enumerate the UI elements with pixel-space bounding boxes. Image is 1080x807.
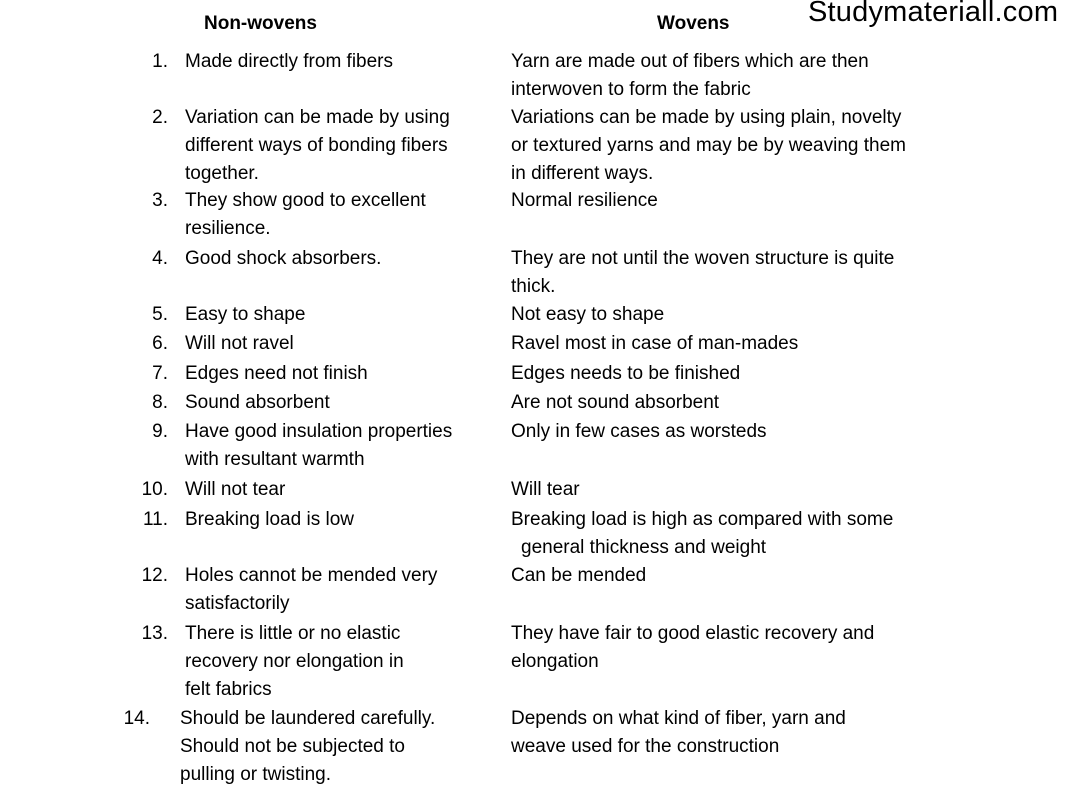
cell-line: Variations can be made by using plain, novelty [511,107,902,128]
row-number: 13. [141,623,168,644]
header-non-wovens: Non-wovens [204,13,317,34]
wovens-cell [511,389,956,417]
cell-line: Only in few cases as worsteds [511,421,767,442]
cell-line: different ways of bonding fibers [185,135,448,156]
non-wovens-cell [185,418,505,474]
cell-line: Should be laundered carefully. [180,708,436,729]
non-wovens-cell [185,389,505,417]
cell-line: Sound absorbent [185,392,330,413]
row-number: 14. [123,708,150,729]
cell-line: together. [185,163,259,184]
row-number: 3. [152,190,168,211]
non-wovens-cell [185,301,505,329]
cell-line: Easy to shape [185,304,306,325]
wovens-cell [511,330,956,358]
wovens-cell [511,418,956,446]
cell-line: Ravel most in case of man-mades [511,333,799,354]
row-number: 8. [152,392,168,413]
cell-line: Edges needs to be finished [511,363,741,384]
wovens-cell [511,245,956,301]
cell-line: Yarn are made out of fibers which are then [511,51,869,72]
wovens-cell [511,705,956,761]
cell-line: Will not tear [185,479,286,500]
row-number: 1. [152,51,168,72]
row-number: 4. [152,248,168,269]
cell-line: Normal resilience [511,190,658,211]
cell-line: weave used for the construction [511,736,780,757]
wovens-cell [511,104,956,188]
row-number: 9. [152,421,168,442]
cell-line: pulling or twisting. [180,764,332,785]
cell-line: They show good to excellent [185,190,426,211]
cell-line: Will tear [511,479,580,500]
non-wovens-cell [185,360,505,388]
cell-line: with resultant warmth [185,449,365,470]
cell-line: Holes cannot be mended very [185,565,438,586]
non-wovens-cell [185,48,505,76]
non-wovens-cell [185,330,505,358]
cell-line: Can be mended [511,565,647,586]
non-wovens-cell [185,620,505,704]
cell-line: interwoven to form the fabric [511,79,751,100]
non-wovens-cell [185,562,505,618]
cell-line: satisfactorily [185,593,290,614]
cell-line: Breaking load is low [185,509,354,530]
row-number: 2. [152,107,168,128]
row-number: 6. [152,333,168,354]
non-wovens-cell [185,104,505,188]
non-wovens-cell [185,187,505,243]
cell-line: in different ways. [511,163,654,184]
cell-line: They are not until the woven structure is quite [511,248,895,269]
cell-line: resilience. [185,218,271,239]
cell-line: Should not be subjected to [180,736,406,757]
row-number: 7. [152,363,168,384]
cell-line: or textured yarns and may be by weaving them [511,135,906,156]
cell-line: Are not sound absorbent [511,392,720,413]
wovens-cell [511,301,956,329]
cell-line: They have fair to good elastic recovery and [511,623,875,644]
header-wovens: Wovens [657,13,730,34]
cell-line: thick. [511,276,556,297]
cell-line: Have good insulation properties [185,421,453,442]
cell-line: general thickness and weight [521,537,767,558]
cell-line: Depends on what kind of fiber, yarn and [511,708,846,729]
non-wovens-cell [185,506,505,534]
cell-line: Variation can be made by using [185,107,450,128]
cell-line: felt fabrics [185,679,272,700]
wovens-cell [511,48,956,104]
cell-line: Will not ravel [185,333,294,354]
row-number: 5. [152,304,168,325]
cell-line: Edges need not finish [185,363,368,384]
row-number: 10. [141,479,168,500]
wovens-cell [511,506,956,562]
cell-line: Not easy to shape [511,304,665,325]
non-wovens-cell [185,476,505,504]
wovens-cell [511,187,956,215]
cell-line: recovery nor elongation in [185,651,404,672]
row-number: 11. [142,509,168,530]
wovens-cell [511,476,956,504]
row-number: 12. [141,565,168,586]
cell-line: Made directly from fibers [185,51,394,72]
cell-line: Good shock absorbers. [185,248,382,269]
cell-line: Breaking load is high as compared with some [511,509,894,530]
cell-line: There is little or no elastic [185,623,401,644]
wovens-cell [511,620,956,676]
site-watermark: Studymateriall.com [808,0,1059,28]
non-wovens-cell [185,245,505,273]
wovens-cell [511,360,956,388]
cell-line: elongation [511,651,599,672]
wovens-cell [511,562,956,590]
non-wovens-cell [180,705,500,789]
